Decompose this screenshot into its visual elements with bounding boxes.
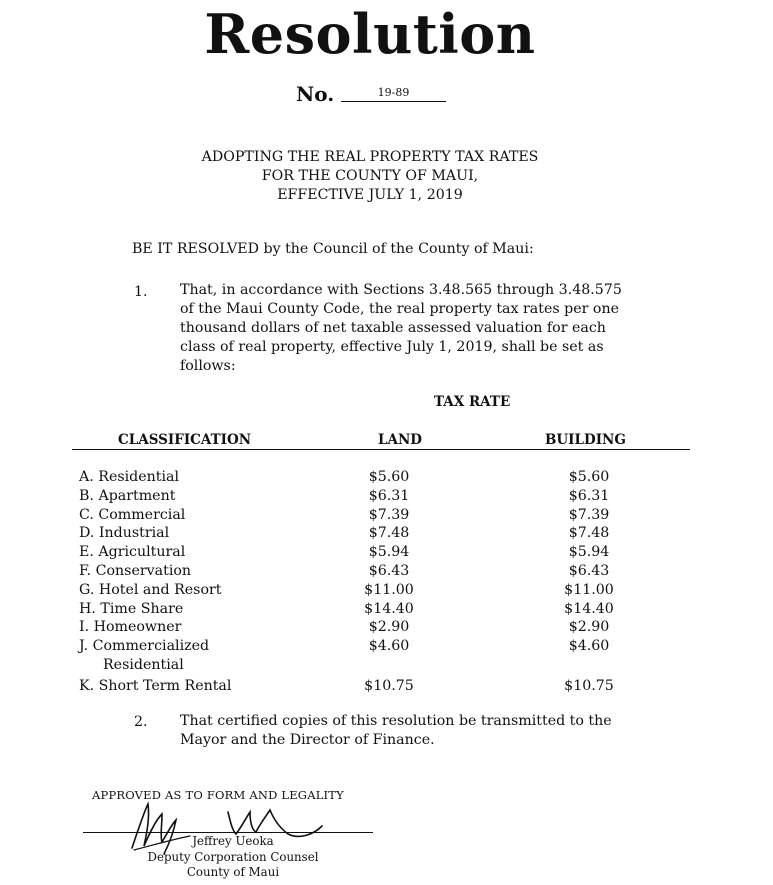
building-rate-cell: $7.48 (568, 525, 610, 542)
paragraph-line: class of real property, effective July 1, 2019, shall be set as (180, 339, 604, 355)
table-row (79, 524, 639, 543)
item-2-paragraph (180, 712, 670, 750)
column-header-land: LAND (378, 432, 423, 448)
building-rate-cell: $5.60 (568, 469, 610, 485)
classification-cell: I. Homeowner (79, 619, 182, 636)
approval-label: APPROVED AS TO FORM AND LEGALITY (92, 788, 344, 802)
resolution-number: 19-89 (341, 86, 446, 102)
item-number: 2. (134, 714, 148, 730)
land-rate-cell: $5.94 (368, 544, 410, 561)
signer-title: Deputy Corporation Counsel (147, 849, 319, 864)
table-row (79, 677, 639, 696)
classification-cell: D. Industrial (79, 525, 170, 542)
land-rate-cell: $7.48 (368, 525, 410, 542)
building-rate-cell: $7.39 (568, 506, 610, 523)
table-row (79, 562, 639, 581)
column-header-building: BUILDING (545, 432, 626, 448)
building-rate-cell: $5.94 (568, 544, 610, 561)
heading-line: ADOPTING THE REAL PROPERTY TAX RATES (201, 149, 539, 165)
resolution-heading (120, 148, 620, 205)
signer-name: Jeffrey Ueoka (192, 834, 274, 848)
classification-cell: G. Hotel and Resort (79, 581, 222, 598)
table-row (79, 543, 639, 562)
land-rate-cell: $14.40 (364, 600, 414, 617)
paragraph-line: Mayor and the Director of Finance. (180, 732, 435, 748)
paragraph-line: thousand dollars of net taxable assessed valuation for each (180, 320, 606, 336)
table-row (79, 618, 639, 637)
column-header-classification: CLASSIFICATION (118, 432, 252, 448)
paragraph-line: of the Maui County Code, the real property tax rates per one (180, 301, 619, 317)
building-rate-cell: $11.00 (564, 581, 614, 598)
classification-cell: E. Agricultural (79, 544, 186, 561)
paragraph-line: That, in accordance with Sections 3.48.565 through 3.48.575 (180, 282, 622, 298)
building-rate-cell: $2.90 (568, 619, 610, 636)
table-row (79, 581, 639, 600)
classification-cell: F. Conservation (79, 562, 192, 579)
land-rate-cell: $6.31 (368, 487, 410, 504)
signer-org: County of Maui (186, 865, 280, 879)
table-row (79, 656, 639, 675)
land-rate-cell: $11.00 (364, 581, 414, 598)
land-rate-cell: $10.75 (364, 677, 414, 694)
classification-cell: J. Commercialized (79, 638, 210, 655)
building-rate-cell: $10.75 (564, 677, 614, 694)
signer-block (133, 834, 333, 881)
item-1-paragraph (180, 281, 670, 376)
resolution-number-label: No. (296, 82, 335, 106)
classification-cell: C. Commercial (79, 506, 186, 523)
classification-cell: K. Short Term Rental (79, 677, 232, 694)
table-row (79, 487, 639, 506)
item-number: 1. (134, 284, 148, 300)
land-rate-cell: $4.60 (368, 638, 410, 655)
paragraph-line: That certified copies of this resolution be transmitted to the (180, 713, 612, 729)
classification-cell: Residential (103, 656, 184, 673)
table-row (79, 637, 639, 656)
paragraph-line: follows: (180, 358, 236, 374)
table-row (79, 468, 639, 487)
building-rate-cell: $6.31 (568, 487, 610, 504)
document-title: Resolution (204, 2, 536, 66)
building-rate-cell: $6.43 (568, 562, 610, 579)
heading-line: FOR THE COUNTY OF MAUI, (261, 168, 479, 184)
heading-line: EFFECTIVE JULY 1, 2019 (277, 187, 463, 203)
building-rate-cell: $14.40 (564, 600, 614, 617)
classification-cell: B. Apartment (79, 487, 176, 504)
table-row (79, 600, 639, 619)
land-rate-cell: $7.39 (368, 506, 410, 523)
tax-rate-table (79, 468, 639, 696)
table-row (79, 506, 639, 525)
tax-rate-heading: TAX RATE (434, 394, 511, 410)
land-rate-cell: $5.60 (368, 469, 410, 485)
header-divider (72, 449, 690, 450)
land-rate-cell: $6.43 (368, 562, 410, 579)
classification-cell: A. Residential (79, 469, 180, 485)
resolved-clause: BE IT RESOLVED by the Council of the County of Maui: (132, 241, 534, 257)
land-rate-cell: $2.90 (368, 619, 410, 636)
building-rate-cell: $4.60 (568, 638, 610, 655)
classification-cell: H. Time Share (79, 600, 184, 617)
